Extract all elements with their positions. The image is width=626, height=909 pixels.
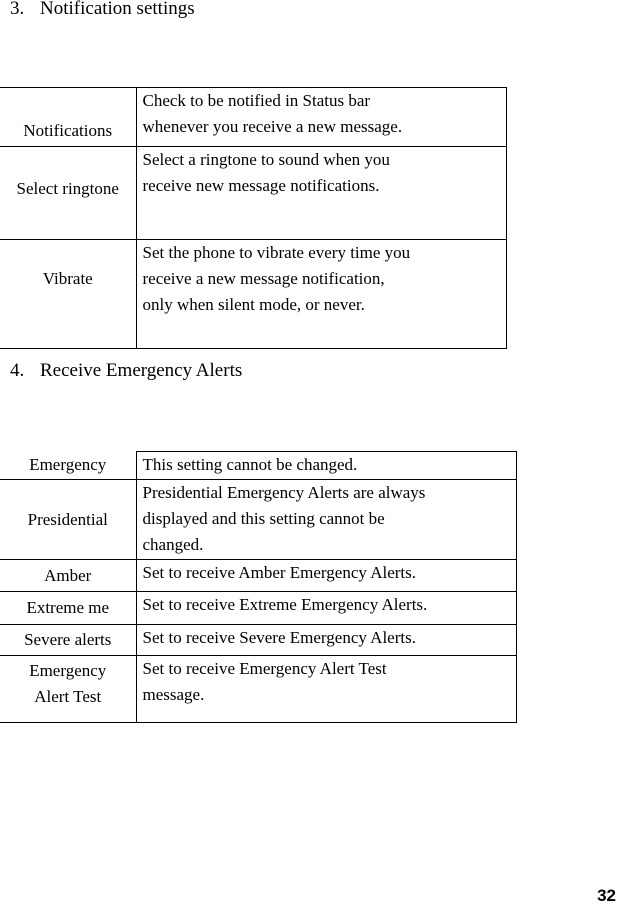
table-row — [0, 560, 516, 592]
description-line: displayed and this setting cannot be — [142, 509, 385, 528]
table-row — [0, 625, 516, 656]
table-row — [0, 656, 516, 723]
alert-label-amber — [0, 560, 136, 592]
description-line: Check to be notified in Status bar — [142, 91, 371, 110]
table-row — [0, 480, 516, 560]
alert-label-emergency — [0, 452, 136, 480]
setting-label-vibrate: Vibrate — [0, 240, 136, 349]
section-title: Receive Emergency Alerts — [40, 360, 243, 381]
section-number: 3. — [10, 0, 25, 19]
table-row — [0, 240, 506, 349]
setting-description — [136, 240, 506, 349]
description-line: receive new message notifications. — [142, 176, 380, 195]
section-heading-notification-settings — [10, 0, 195, 20]
description-line: This setting cannot be changed. — [142, 455, 358, 474]
page-number: 32 — [597, 886, 616, 905]
table-row — [0, 88, 506, 147]
description-line: Set to receive Amber Emergency Alerts. — [142, 563, 416, 582]
setting-description — [136, 147, 506, 240]
label-line: Emergency — [29, 455, 107, 475]
description-line: Select a ringtone to sound when you — [142, 150, 390, 169]
label-line: Alert Test — [34, 687, 102, 706]
description-line: Set to receive Severe Emergency Alerts. — [142, 628, 416, 647]
alert-description — [136, 480, 516, 560]
alert-label-presidential — [0, 480, 136, 560]
description-line: Set to receive Emergency Alert Test — [142, 659, 387, 678]
label-line: Amber — [44, 565, 92, 585]
label-line: Emergency — [29, 661, 107, 680]
notification-settings-table — [0, 87, 507, 349]
table-row — [0, 592, 516, 625]
description-line: Set the phone to vibrate every time you — [142, 243, 411, 262]
section-number: 4. — [10, 360, 25, 381]
description-line: Presidential Emergency Alerts are always — [142, 483, 426, 502]
label-line: Extreme me — [26, 598, 110, 617]
setting-description — [136, 88, 506, 147]
section-heading-receive-emergency-alerts — [10, 360, 242, 382]
alert-description — [136, 452, 516, 480]
setting-label-notifications: Notifications — [0, 88, 136, 147]
label-line: Presidential — [27, 509, 108, 529]
emergency-alerts-table — [0, 451, 517, 723]
section-title: Notification settings — [40, 0, 195, 19]
alert-description — [136, 592, 516, 625]
alert-label-emergency-alert-test — [0, 656, 136, 723]
description-line: message. — [142, 685, 205, 704]
description-line: receive a new message notification, — [142, 269, 385, 288]
description-line: only when silent mode, or never. — [142, 295, 365, 314]
alert-label-severe — [0, 625, 136, 656]
description-line: whenever you receive a new message. — [142, 117, 403, 136]
description-line: changed. — [142, 535, 204, 554]
alert-description — [136, 560, 516, 592]
table-row — [0, 147, 506, 240]
alert-description — [136, 625, 516, 656]
table-row — [0, 452, 516, 480]
label-line: Severe alerts — [24, 630, 112, 649]
description-line: Set to receive Extreme Emergency Alerts. — [142, 595, 428, 614]
setting-label-select-ringtone: Select ringtone — [0, 147, 136, 240]
alert-description — [136, 656, 516, 723]
alert-label-extreme — [0, 592, 136, 625]
